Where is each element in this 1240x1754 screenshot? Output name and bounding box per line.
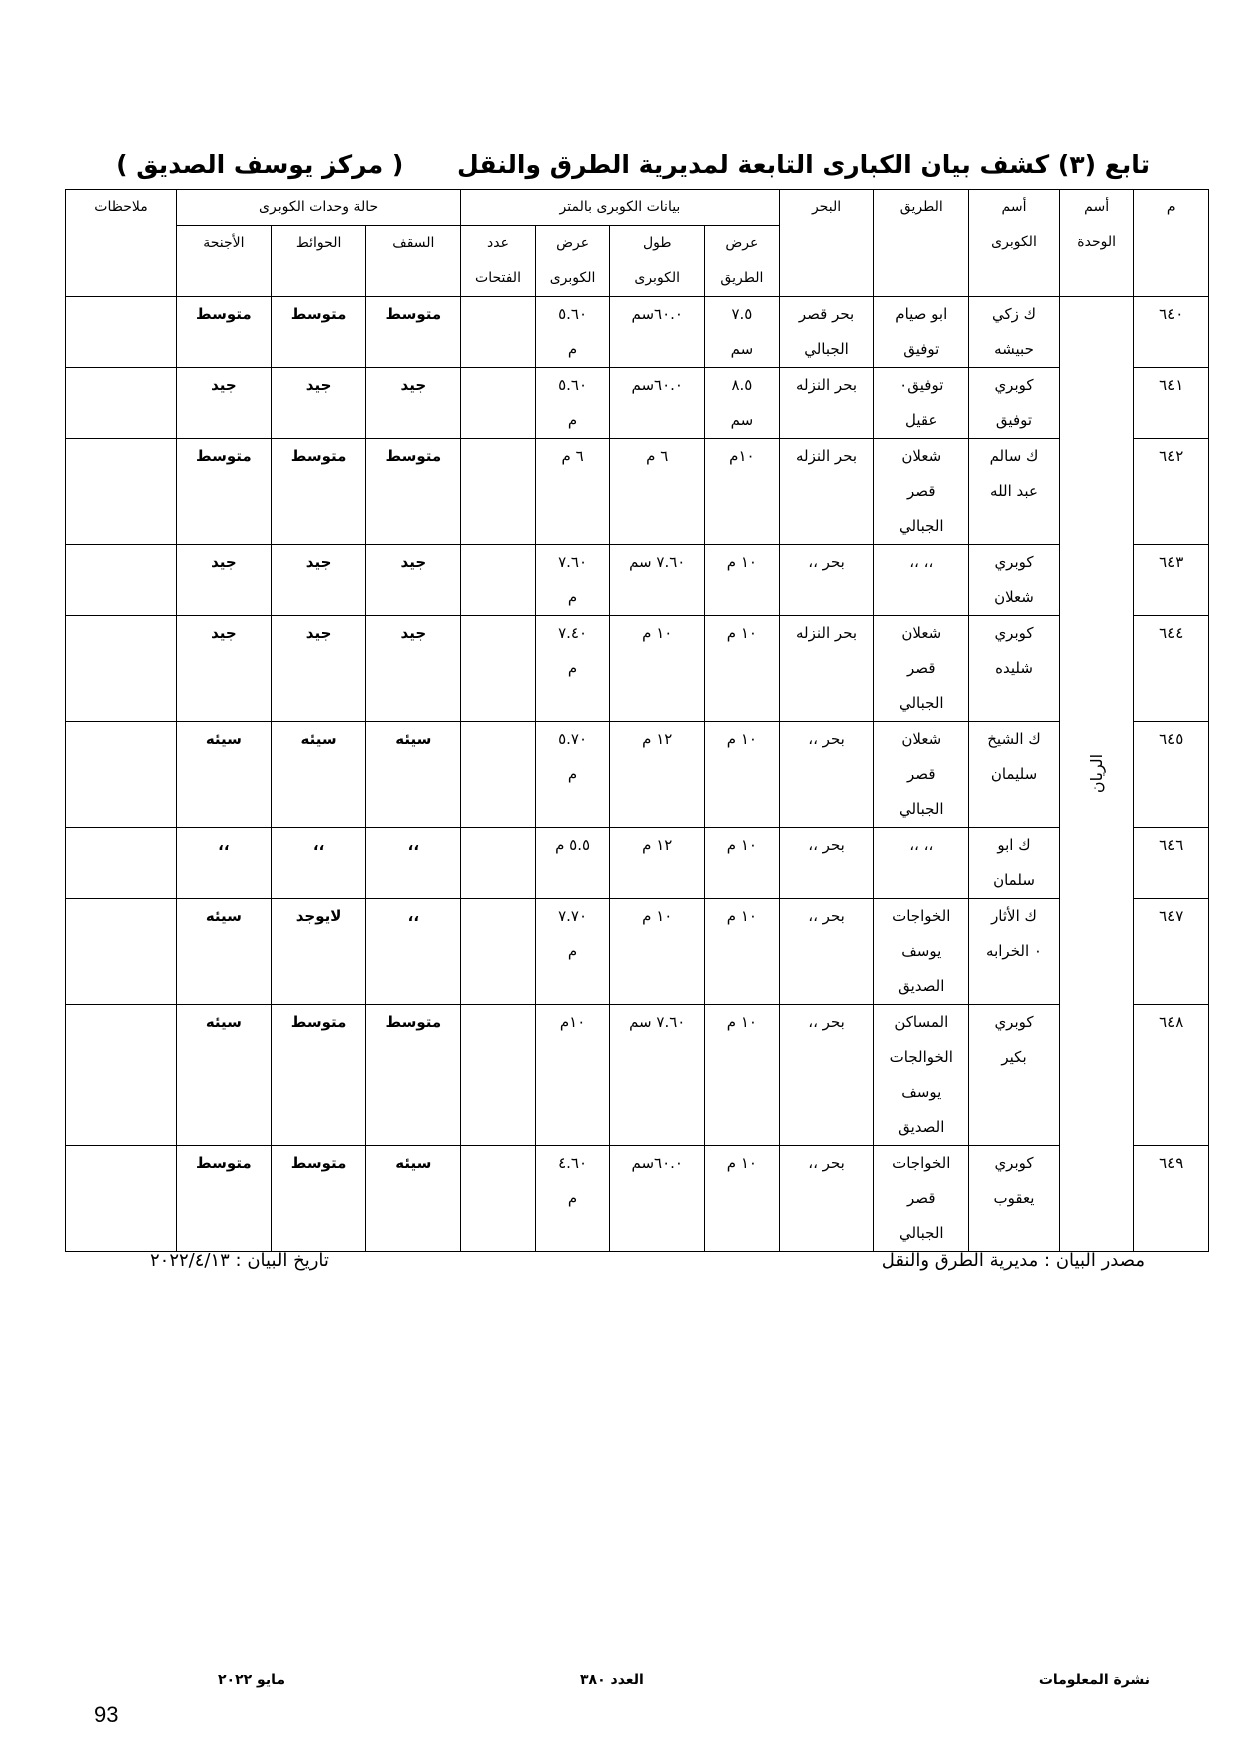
walls-condition: متوسط [271,297,366,368]
openings-count [461,828,536,899]
title-center: ( مركز يوسف الصديق ) [116,150,404,179]
header-notes: ملاحظات [66,190,177,297]
row-number: ٦٤٠ [1134,297,1209,368]
page-number: 93 [94,1702,119,1727]
wings-condition: سيئه [177,722,272,828]
canal-name: بحر ،، [779,545,874,616]
header-bridge-data: بيانات الكوبرى بالمتر [461,190,779,226]
openings-count [461,545,536,616]
bridge-length: ١٠ م [610,616,705,722]
unit-name: الريان [1087,753,1107,794]
road-width: ١٠ م [705,616,780,722]
bridge-length: ١٠ م [610,899,705,1005]
road-name: ،، ،، [874,828,969,899]
notes-cell [66,616,177,722]
notes-cell [66,368,177,439]
road-name: ابو صيام توفيق [874,297,969,368]
notes-cell [66,899,177,1005]
notes-cell [66,1005,177,1146]
footer-issue: العدد ٣٨٠ [580,1672,644,1688]
openings-count [461,899,536,1005]
road-width: ٨.٥ سم [705,368,780,439]
bridge-name: ك الشيخ سليمان [969,722,1060,828]
openings-count [461,1146,536,1252]
road-width: ١٠ م [705,1005,780,1146]
walls-condition: متوسط [271,439,366,545]
bridge-width: ٧.٤٠ م [535,616,610,722]
canal-name: بحر ،، [779,899,874,1005]
bridge-length: ٦ م [610,439,705,545]
roof-condition: ،، [366,899,461,1005]
road-width: ١٠م [705,439,780,545]
bridge-name: ك سالم عبد الله [969,439,1060,545]
canal-name: بحر ،، [779,1146,874,1252]
header-canal: البحر [779,190,874,297]
walls-condition: ،، [271,828,366,899]
wings-condition: ،، [177,828,272,899]
openings-count [461,368,536,439]
canal-name: بحر النزله [779,616,874,722]
road-name: شعلان قصر الجبالي [874,439,969,545]
row-number: ٦٤٩ [1134,1146,1209,1252]
footer-bulletin: نشرة المعلومات [1038,1672,1150,1688]
canal-name: بحر النزله [779,368,874,439]
table-row [66,439,1209,545]
road-name: الخواجات قصر الجبالي [874,1146,969,1252]
bridges-table [65,189,1209,1252]
bridge-length: ٧.٦٠ سم [610,1005,705,1146]
notes-cell [66,1146,177,1252]
footer-month: مايو ٢٠٢٢ [218,1672,286,1688]
data-source: مصدر البيان : مديرية الطرق والنقل [881,1250,1145,1271]
road-width: ٧.٥ سم [705,297,780,368]
bridge-name: كوبري بكير [969,1005,1060,1146]
road-name: الخواجات يوسف الصديق [874,899,969,1005]
roof-condition: جيد [366,616,461,722]
bridge-width: ٧.٦٠ م [535,545,610,616]
bridge-width: ١٠م [535,1005,610,1146]
roof-condition: جيد [366,368,461,439]
openings-count [461,722,536,828]
bridge-length: ٧.٦٠ سم [610,545,705,616]
canal-name: بحر ،، [779,722,874,828]
wings-condition: جيد [177,545,272,616]
wings-condition: متوسط [177,439,272,545]
table-row [66,1005,1209,1146]
table-row [66,722,1209,828]
header-num: م [1134,190,1209,297]
bridge-name: ك ابو سلمان [969,828,1060,899]
header-openings: عدد الفتحات [461,226,536,297]
bridge-width: ٦ م [535,439,610,545]
header-roof: السقف [366,226,461,297]
row-number: ٦٤٦ [1134,828,1209,899]
title-main: تابع (٣) كشف بيان الكبارى التابعة لمديرية الطرق والنقل [457,150,1150,179]
table-row [66,297,1209,368]
walls-condition: لايوجد [271,899,366,1005]
bridge-width: ٧.٧٠ م [535,899,610,1005]
header-unit: أسم الوحدة [1059,190,1134,297]
road-width: ١٠ م [705,722,780,828]
bridge-name: كوبري يعقوب [969,1146,1060,1252]
bridge-width: ٥.٧٠ م [535,722,610,828]
roof-condition: متوسط [366,439,461,545]
road-width: ١٠ م [705,1146,780,1252]
table-row [66,828,1209,899]
canal-name: بحر ،، [779,828,874,899]
roof-condition: متوسط [366,1005,461,1146]
bridge-length: ٦٠.٠سم [610,1146,705,1252]
header-wings: الأجنحة [177,226,272,297]
walls-condition: متوسط [271,1146,366,1252]
row-number: ٦٤٧ [1134,899,1209,1005]
roof-condition: سيئه [366,1146,461,1252]
notes-cell [66,828,177,899]
walls-condition: جيد [271,616,366,722]
notes-cell [66,545,177,616]
wings-condition: متوسط [177,1146,272,1252]
roof-condition: سيئه [366,722,461,828]
header-road-width: عرض الطريق [705,226,780,297]
roof-condition: ،، [366,828,461,899]
bridge-length: ١٢ م [610,828,705,899]
road-name: ،، ،، [874,545,969,616]
canal-name: بحر ،، [779,1005,874,1146]
roof-condition: جيد [366,545,461,616]
notes-cell [66,722,177,828]
bridge-length: ١٢ م [610,722,705,828]
header-bridge-length: طول الكوبرى [610,226,705,297]
wings-condition: سيئه [177,1005,272,1146]
row-number: ٦٤٨ [1134,1005,1209,1146]
wings-condition: متوسط [177,297,272,368]
unit-name-cell [1059,297,1134,1252]
walls-condition: متوسط [271,1005,366,1146]
bridge-name: ك زكي حبيشه [969,297,1060,368]
bridge-width: ٥.٦٠ م [535,368,610,439]
road-width: ١٠ م [705,545,780,616]
walls-condition: جيد [271,545,366,616]
header-walls: الحوائط [271,226,366,297]
row-number: ٦٤٤ [1134,616,1209,722]
road-name: شعلان قصر الجبالي [874,722,969,828]
row-number: ٦٤٥ [1134,722,1209,828]
page-title [116,150,1150,179]
wings-condition: جيد [177,616,272,722]
notes-cell [66,439,177,545]
notes-cell [66,297,177,368]
bridge-length: ٦٠.٠سم [610,368,705,439]
walls-condition: سيئه [271,722,366,828]
bridge-width: ٤.٦٠ م [535,1146,610,1252]
canal-name: بحر النزله [779,439,874,545]
bridge-width: ٥.٦٠ م [535,297,610,368]
table-row [66,616,1209,722]
table-row [66,1146,1209,1252]
row-number: ٦٤٣ [1134,545,1209,616]
bridge-name: كوبري توفيق [969,368,1060,439]
row-number: ٦٤٢ [1134,439,1209,545]
bridge-width: ٥.٥ م [535,828,610,899]
table-row [66,545,1209,616]
road-width: ١٠ م [705,899,780,1005]
canal-name: بحر قصر الجبالي [779,297,874,368]
bridge-name: كوبري شليده [969,616,1060,722]
road-name: توفيق٠ عقيل [874,368,969,439]
road-width: ١٠ م [705,828,780,899]
openings-count [461,616,536,722]
wings-condition: جيد [177,368,272,439]
data-date: تاريخ البيان : ٢٠٢٢/٤/١٣ [150,1250,329,1271]
roof-condition: متوسط [366,297,461,368]
header-bridge: أسم الكوبرى [969,190,1060,297]
row-number: ٦٤١ [1134,368,1209,439]
bridge-length: ٦٠.٠سم [610,297,705,368]
bridge-name: كوبري شعلان [969,545,1060,616]
header-bridge-width: عرض الكوبرى [535,226,610,297]
table-row [66,368,1209,439]
openings-count [461,297,536,368]
bridge-name: ك الأثار ٠ الخرابه [969,899,1060,1005]
header-condition: حالة وحدات الكوبرى [177,190,461,226]
openings-count [461,439,536,545]
header-road: الطريق [874,190,969,297]
road-name: شعلان قصر الجبالي [874,616,969,722]
road-name: المساكن الخوالجات يوسف الصديق [874,1005,969,1146]
table-row [66,899,1209,1005]
openings-count [461,1005,536,1146]
walls-condition: جيد [271,368,366,439]
wings-condition: سيئه [177,899,272,1005]
